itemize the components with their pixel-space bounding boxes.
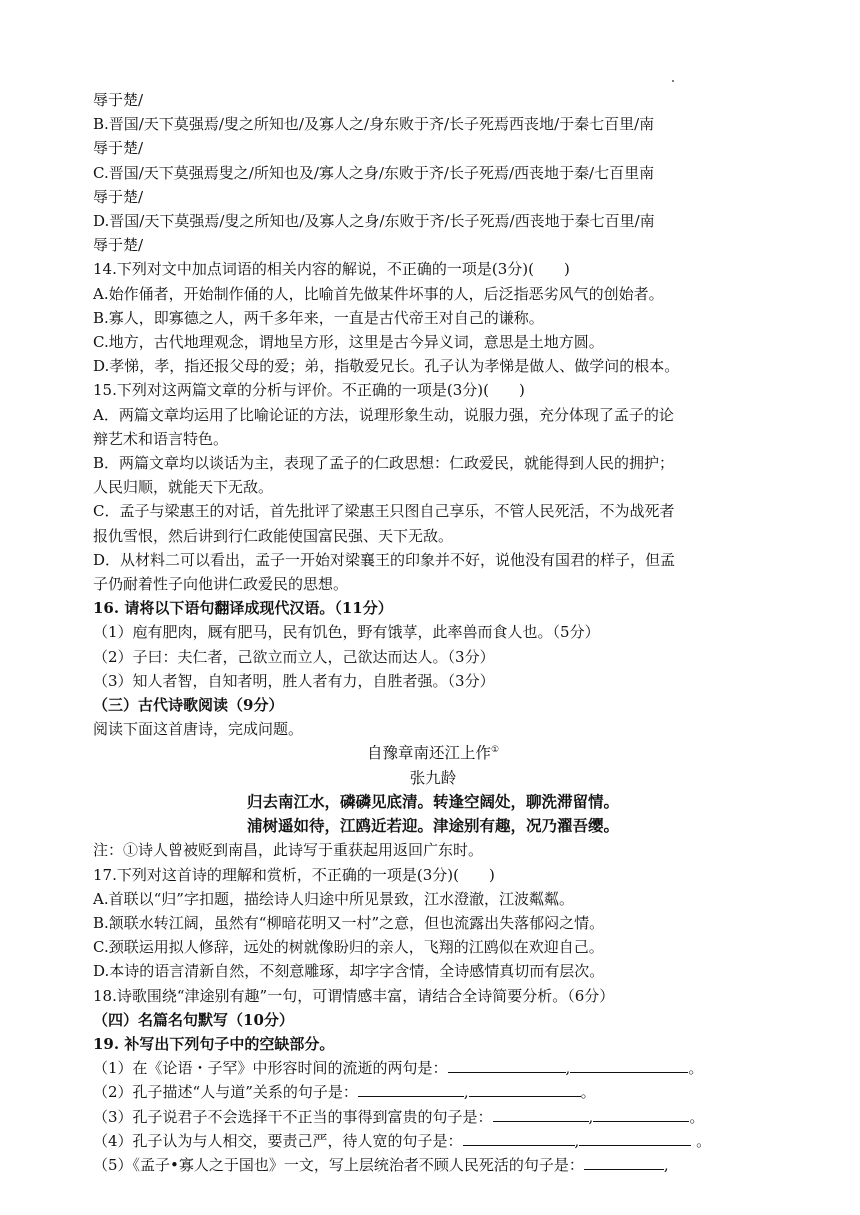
text-line: 辱于楚/	[93, 236, 144, 255]
q16	[93, 596, 773, 693]
fill-prompt: （2）孔子描述“人与道”关系的句子是：	[93, 1083, 358, 1102]
separator: ,	[574, 1131, 580, 1150]
fill-item	[93, 1080, 773, 1104]
poem-title-text: 自豫章南还江上作	[366, 744, 491, 763]
text-line: C.晋国/天下莫强焉叟之/所知也及/寡人之身/东败于齐/长子死焉/西丧地于秦/七百里南	[93, 163, 655, 182]
fill-item	[93, 1056, 773, 1080]
option-line: C.颈联运用拟人修辞，远处的树就像盼归的亲人，飞翔的江鸥似在欢迎自己。	[93, 938, 604, 957]
separator: ,	[588, 1107, 594, 1126]
section-recitation	[93, 1008, 773, 1177]
translation-item: （2）子曰：夫仁者，己欲立而立人，己欲达而达人。（3分）	[93, 647, 495, 666]
option-line: B．两篇文章均以谈话为主，表现了孟子的仁政思想：仁政爱民，就能得到人民的拥护；	[93, 454, 675, 473]
section-intro: 阅读下面这首唐诗，完成问题。	[93, 720, 304, 739]
text-line: D.晋国/天下莫强焉/叟之所知也/及寡人之身/东败于齐/长子死焉/西丧地于秦七百里/南	[93, 212, 655, 231]
fill-prompt: （4）孔子认为与人相交，要责己严，待人宽的句子是：	[93, 1131, 463, 1150]
option-line: D.孝悌，孝，指还报父母的爱；弟，指敬爱兄长。孔子认为孝悌是做人、做学问的根本。	[93, 357, 680, 376]
option-line: D.本诗的语言清新自然，不刻意雕琢，却字字含情，全诗感情真切而有层次。	[93, 962, 605, 981]
option-line: 人民归顺，就能天下无敌。	[93, 478, 274, 497]
question-stem: 17.下列对这首诗的理解和赏析，不正确的一项是(3分)( )	[93, 865, 495, 884]
answer-blank[interactable]	[463, 1129, 575, 1146]
text-line: 辱于楚/	[93, 139, 144, 158]
end-punct: 。	[580, 1083, 596, 1102]
q13-options-continued	[93, 88, 773, 257]
poem-author: 张九龄	[409, 768, 457, 787]
option-line: A.始作俑者，开始制作俑的人，比喻首先做某件坏事的人，后泛指恶劣风气的创始者。	[93, 284, 664, 303]
text-line: B.晋国/天下莫强焉/叟之所知也/及寡人之/身东败于齐/长子死焉西丧地/于秦七百里/南	[93, 115, 655, 134]
footnote-mark: ①	[490, 745, 500, 756]
exam-page	[93, 88, 773, 1177]
fill-item	[93, 1153, 773, 1177]
option-line: C．孟子与梁惠王的对话，首先批评了梁惠王只图自己享乐，不管人民死活，不为战死者	[93, 502, 675, 521]
end-punct: 。	[688, 1059, 704, 1078]
end-punct: 。	[689, 1107, 705, 1126]
question-stem: 15.下列对这两篇文章的分析与评价。不正确的一项是(3分)( )	[93, 381, 525, 400]
question-title: 19. 补写出下列句子中的空缺部分。	[93, 1034, 335, 1053]
end-punct: 。	[691, 1131, 712, 1150]
option-line: D．从材料二可以看出，孟子一开始对梁襄王的印象并不好，说他没有国君的样子，但孟	[93, 550, 676, 569]
q17-q18	[93, 863, 773, 1008]
section-poetry	[93, 693, 773, 862]
answer-blank[interactable]	[584, 1153, 664, 1170]
option-line: A.首联以“归”字扣题，描绘诗人归途中所见景致，江水澄澈，江波粼粼。	[93, 889, 574, 908]
fill-prompt: （5）《孟子•寡人之于国也》一文，写上层统治者不顾人民死活的句子是：	[93, 1155, 584, 1174]
answer-blank[interactable]	[570, 1056, 688, 1073]
poem-line: 浦树遥如待，江鸥近若迎。津途别有趣，况乃濯吾缨。	[246, 817, 619, 836]
section-title: （三）古代诗歌阅读（9分）	[93, 696, 284, 715]
fill-prompt: （1）在《论语・子罕》中形容时间的流逝的两句是：	[93, 1059, 448, 1078]
option-line: B.颔联水转江阔，虽然有“柳暗花明又一村”之意，但也流露出失落郁闷之情。	[93, 913, 605, 932]
answer-blank[interactable]	[469, 1080, 581, 1097]
separator: ,	[565, 1059, 571, 1078]
question-stem: 14.下列对文中加点词语的相关内容的解说，不正确的一项是(3分)( )	[93, 260, 570, 279]
q15	[93, 378, 773, 596]
translation-item: （1）庖有肥肉，厩有肥马，民有饥色，野有饿莩，此率兽而食人也。（5分）	[93, 623, 600, 642]
option-line: A．两篇文章均运用了比喻论证的方法，说理形象生动，说服力强，充分体现了孟子的论	[93, 405, 674, 424]
fill-item	[93, 1105, 773, 1129]
question-title: 16. 请将以下语句翻译成现代汉语。（11分）	[93, 599, 393, 618]
poem-note: 注：①诗人曾被贬到南昌，此诗写于重获起用返回广东时。	[93, 841, 484, 860]
answer-blank[interactable]	[579, 1129, 691, 1146]
separator: ,	[663, 1155, 669, 1174]
section-title: （四）名篇名句默写（10分）	[93, 1010, 294, 1029]
option-line: 辩艺术和语言特色。	[93, 429, 229, 448]
poem-line: 归去南江水，磷磷见底清。转逢空阔处，聊洗滞留情。	[246, 792, 619, 811]
question-stem: 18.诗歌围绕“津途别有趣”一句，可谓情感丰富，请结合全诗简要分析。（6分）	[93, 986, 615, 1005]
answer-blank[interactable]	[493, 1105, 589, 1122]
option-line: 子仍耐着性子向他讲仁政爱民的思想。	[93, 575, 349, 594]
separator: ,	[463, 1083, 469, 1102]
text-line: 辱于楚/	[93, 187, 144, 206]
q14	[93, 257, 773, 378]
option-line: 报仇雪恨，然后讲到行仁政能使国富民强、天下无敌。	[93, 526, 454, 545]
answer-blank[interactable]	[448, 1056, 566, 1073]
poem-title	[93, 741, 773, 765]
page-mark-dot	[672, 80, 674, 82]
translation-item: （3）知人者智，自知者明，胜人者有力，自胜者强。（3分）	[93, 671, 495, 690]
text-line: 辱于楚/	[93, 91, 144, 109]
option-line: B.寡人，即寡德之人，两千多年来，一直是古代帝王对自己的谦称。	[93, 308, 544, 327]
fill-prompt: （3）孔子说君子不会选择干不正当的事得到富贵的句子是：	[93, 1107, 493, 1126]
fill-item	[93, 1129, 773, 1153]
answer-blank[interactable]	[593, 1105, 689, 1122]
option-line: C.地方，古代地理观念，谓地呈方形，这里是古今异义词，意思是土地方圆。	[93, 333, 604, 352]
answer-blank[interactable]	[358, 1080, 464, 1097]
